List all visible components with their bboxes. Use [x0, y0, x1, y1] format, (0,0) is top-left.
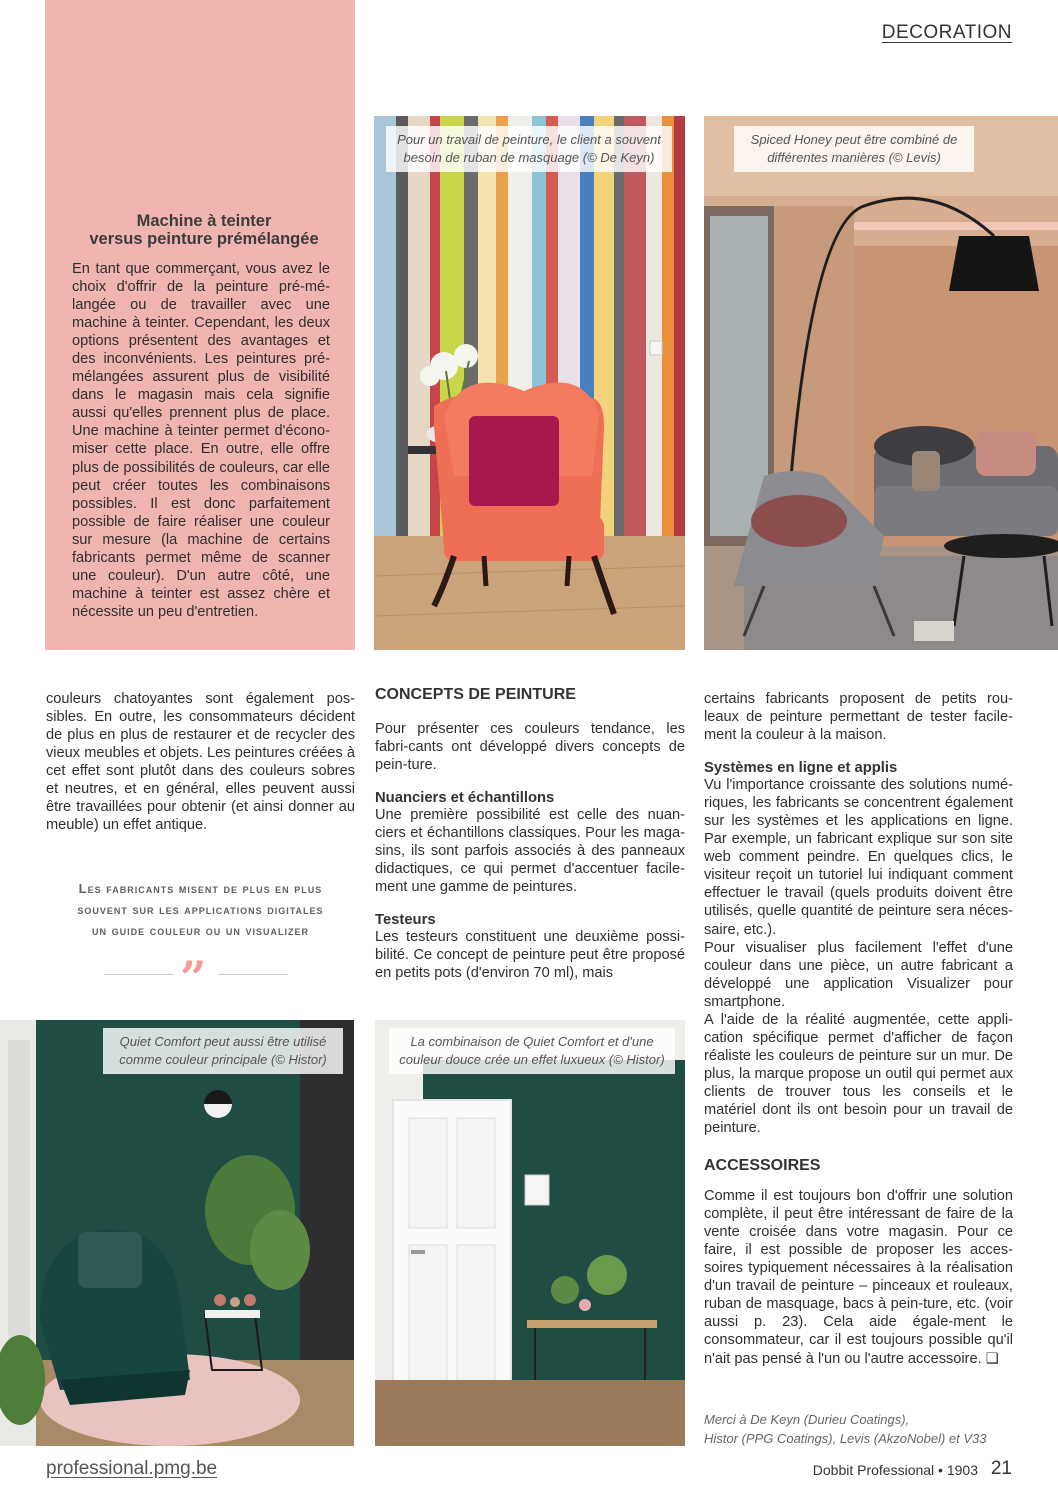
caption-green-door: La combinaison de Quiet Comfort et d'une couleur douce crée un effet luxueux (© Histor)	[389, 1028, 675, 1074]
pull-quote-line3: un guide couleur ou un visualizer	[91, 923, 310, 938]
green-door-illustration	[375, 1020, 685, 1446]
footer-website-link[interactable]: professional.pmg.be	[46, 1458, 218, 1479]
heading-concepts: CONCEPTS DE PEINTURE	[375, 686, 576, 703]
pull-quote-line1: Les fabricants misent de plus en plus	[78, 881, 323, 896]
striped-wall-illustration	[374, 116, 685, 650]
thanks-line2: Histor (PPG Coatings), Levis (AkzoNobel) et V33	[704, 1431, 987, 1446]
subheading-nuanciers: Nuanciers et échantillons	[375, 790, 555, 807]
sidebar-title-line1: Machine à teinter	[136, 212, 272, 230]
column3-para4	[704, 1187, 1013, 1367]
sidebar-box	[45, 0, 355, 650]
subheading-systemes: Systèmes en ligne et applis	[704, 760, 898, 777]
page-number: 21	[990, 1458, 1012, 1479]
end-mark-icon: ❏	[985, 1350, 999, 1367]
column3-para4-text: Comme il est toujours bon d'offrir une solution complète, il peut être intéressant de faire de la vente croisée dans votre magasin. Pour ce faire, il est possible de proposer les acces-soires typiquement nécessaires à la réalisation d'un travail de peinture – pinceaux et rouleaux, ruban de masquage, bacs à pein-ture, etc. (voir aussi p. 23). Cela aide égale-ment le consommateur, car il est toujours possible qu'il n'ait pas pensé à l'un ou l'autre accessoire.	[704, 1188, 1013, 1367]
column2-intro: Pour présenter ces couleurs tendance, les fabri-cants ont développé divers concepts de pein-ture.	[375, 721, 685, 774]
photo-striped-wall	[374, 116, 685, 650]
pull-quote	[46, 878, 355, 941]
section-label: DECORATION	[881, 22, 1012, 43]
quote-rule-left	[104, 974, 174, 975]
column1-paragraph: couleurs chatoyantes sont également pos-sibles. En outre, les consommateurs décident de plus en plus de restaurer et de recycler des vieux meubles et objets. Les peintures créées à cet effet sont plutôt dans des couleurs sobres et neutres, et en général, elles peuvent aussi être travaillées pour obtenir (et ainsi donner au meuble) un effet antique.	[46, 691, 355, 834]
heading-accessoires: ACCESSOIRES	[704, 1157, 821, 1175]
quote-rule-right	[218, 974, 288, 975]
pull-quote-line2: souvent sur les applications digitales	[77, 902, 324, 917]
photo-green-chair	[0, 1020, 354, 1446]
quote-mark-icon: ”	[180, 951, 207, 1005]
column3-para2: Pour visualiser plus facilement l'effet d'une couleur dans une pièce, un autre fabricant a développé une application Visualizer pour smartphone.	[704, 939, 1013, 1010]
thanks-note	[704, 1410, 1024, 1448]
caption-striped-wall: Pour un travail de peinture, le client a souvent besoin de ruban de masquage (© De Keyn)	[386, 126, 672, 172]
column3-para3: A l'aide de la réalité augmentée, cette appli-cation spécifique permet d'afficher de façon réaliste les couleurs de peinture sur un mur. De plus, la marque propose un outil qui permet aux clients de trouver tous les conseils et le matériel dont ils ont besoin pour un travail de peinture.	[704, 1011, 1013, 1137]
thanks-line1: Merci à De Keyn (Durieu Coatings),	[704, 1412, 910, 1427]
living-room-illustration	[704, 116, 1058, 650]
photo-living-room	[704, 116, 1058, 650]
sidebar-title	[75, 212, 333, 248]
column2	[375, 686, 685, 983]
column3-para0: certains fabricants proposent de petits rou-leaux de peinture permettant de tester facile-ment la couleur à la maison.	[704, 691, 1013, 744]
sidebar-title-line2: versus peinture prémélangée	[89, 230, 319, 248]
photo-green-door	[375, 1020, 685, 1446]
column3	[704, 690, 1013, 1368]
subheading-testeurs: Testeurs	[375, 912, 436, 929]
caption-living-room: Spiced Honey peut être combiné de différentes manières (© Levis)	[734, 126, 974, 172]
column3-para1: Vu l'importance croissante des solutions numé-riques, les fabricants se concentrent également sur les systèmes et les applications en ligne. Par exemple, un fabricant explique sur son site web comment peindre. En quelques clics, le visiteur reçoit un tutoriel lui indiquant comment effectuer le travail (quels produits doivent être utilisés, quelle quantité de peinture sera néces-saire, etc.).	[704, 777, 1013, 938]
column2-para1: Une première possibilité est celle des nuan-ciers et échantillons classiques. Pour les maga-sins, ils sont parfois associés à des panneaux didactiques, ce qui permet d'accentuer facile-ment une gamme de peintures.	[375, 807, 685, 896]
column2-para2: Les testeurs constituent une deuxième possi-bilité. Ce concept de peinture peut être proposé en petits pots (d'environ 70 ml), mais	[375, 929, 685, 982]
green-chair-illustration	[0, 1020, 354, 1446]
caption-green-chair: Quiet Comfort peut aussi être utilisé comme couleur principale (© Histor)	[103, 1028, 343, 1074]
sidebar-body: En tant que commerçant, vous avez le choix d'offrir de la peinture pré-mé-langée ou de travailler avec une machine à teinter. Cependant, les deux options présentent des avantages et des inconvénients. Les peintures pré-mélangées assurent plus de visibilité dans le magasin mais cela signifie aussi qu'elles prennent plus de place. Une machine à teinter permet d'écono-miser cette place. En outre, elle offre plus de possibilités de couleurs, car elle peut créer toutes les combinaisons possibles. Il est donc parfaitement possible de faire réaliser une couleur sur mesure (la machine de certains fabricants permet même de scanner une couleur). D'un autre côté, une machine à teinter est assez chère et nécessite un peu d'entretien.	[72, 261, 330, 620]
footer-magazine-issue: Dobbit Professional • 1903	[812, 1462, 978, 1478]
